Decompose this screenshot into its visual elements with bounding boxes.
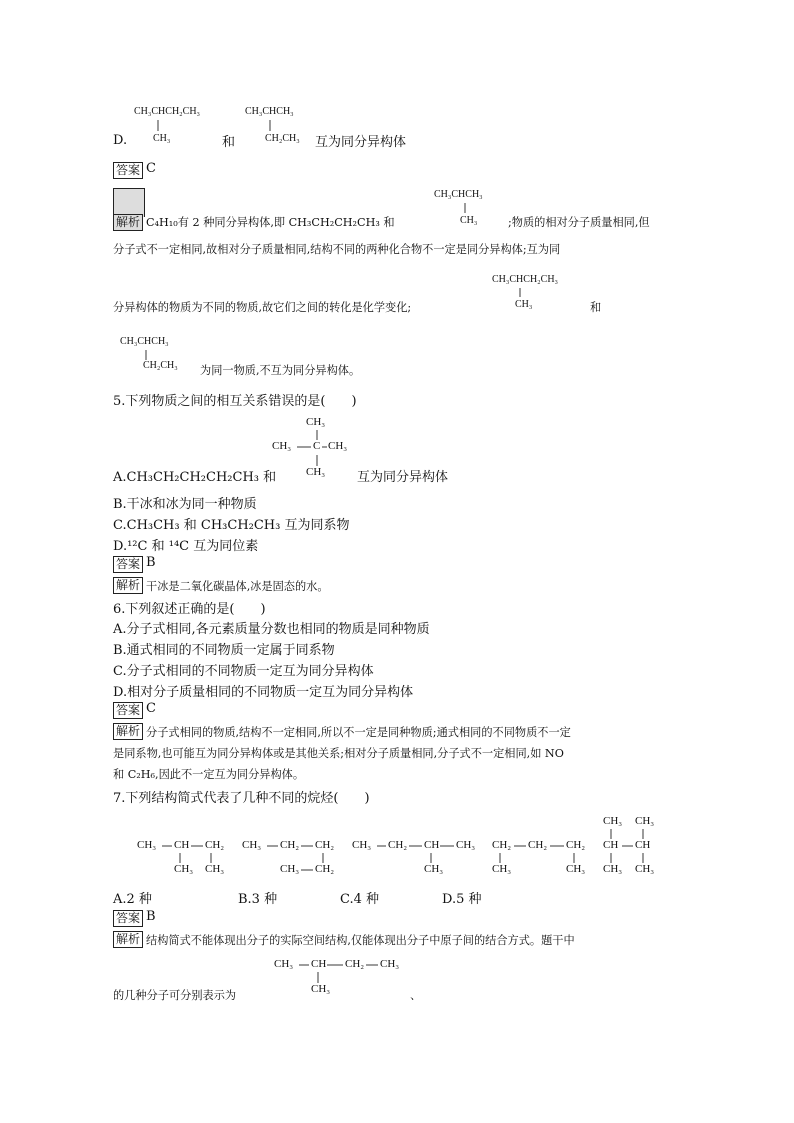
q7-s4-c: CH₂ — [566, 839, 586, 851]
q7-expl-formula-e: CH₃ — [311, 983, 331, 995]
q7-expl-line2-tail: 、 — [410, 989, 422, 1002]
analysis-tag: 解析 — [113, 214, 143, 231]
q7-expl-line2: 的几种分子可分别表示为 — [113, 989, 237, 1002]
q5-neo-left: CH₃ — [272, 440, 292, 452]
q7-s3-c: CH — [424, 839, 440, 851]
d-right-formula-top: CH₃CHCH₃ — [245, 106, 294, 117]
q7-stem: 7.下列结构简式代表了几种不同的烷烃( ) — [113, 791, 370, 806]
q7-s2-c: CH₂ — [315, 839, 335, 851]
analysis-tag-shade — [113, 188, 145, 217]
q4-expl-line4-tail: 为同一物质,不互为同分异构体。 — [200, 364, 361, 377]
q5-stem: 5.下列物质之间的相互关系错误的是( ) — [113, 394, 357, 409]
analysis-tag: 解析 — [113, 931, 143, 948]
q6-expl-line1: 分子式相同的物质,结构不一定相同,所以不一定是同种物质;通式相同的不同物质不一定 — [146, 726, 571, 739]
q7-s2-b: CH₂ — [280, 839, 300, 851]
q4-expl-line1-head: C₄H₁₀有 2 种同分异构体,即 CH₃CH₂CH₂CH₃ 和 — [146, 216, 395, 229]
q4-expl-formula3-top: CH₃CHCH₃ — [120, 336, 169, 347]
q7-expl-formula-d: CH₃ — [380, 958, 400, 970]
q6-expl-line3: 和 C₂H₆,因此不一定互为同分异构体。 — [113, 768, 305, 781]
q4-expl-formula1-sub: CH₃ — [460, 215, 478, 226]
q7-option-a: A.2 种 — [113, 892, 152, 907]
q7-answer: B — [146, 909, 156, 924]
q4-expl-formula2-top: CH₃CHCH₂CH₃ — [492, 274, 559, 285]
q7-expl-line1: 结构简式不能体现出分子的实际空间结构,仅能体现出分子中原子间的结合方式。题干中 — [146, 934, 575, 947]
q7-option-b: B.3 种 — [238, 892, 278, 907]
q7-s3-b: CH₂ — [388, 839, 408, 851]
q7-s5-t1: CH₃ — [603, 815, 623, 827]
q7-s4-e: CH₃ — [566, 863, 586, 875]
q4-expl-line2: 分子式不一定相同,故相对分子质量相同,结构不同的两种化合物不一定是同分异构体;互为同 — [113, 243, 561, 256]
d-option-tail: 互为同分异构体 — [315, 135, 407, 150]
q7-s2-d: CH₃ — [280, 863, 300, 875]
q5-option-a-tail: 互为同分异构体 — [357, 470, 449, 485]
q7-s2-a: CH₃ — [242, 839, 262, 851]
q4-answer: C — [146, 161, 156, 176]
q5-answer: B — [146, 555, 156, 570]
q7-expl-formula-bonds — [0, 0, 1, 1]
d-right-formula-sub: CH₂CH₃ — [265, 133, 300, 144]
answer-tag: 答案 — [113, 556, 143, 573]
q5-neo-c: C — [313, 440, 321, 452]
analysis-tag: 解析 — [113, 723, 143, 740]
q7-s3-e: CH₃ — [424, 863, 444, 875]
q5-neo-bottom: CH₃ — [306, 466, 326, 478]
q6-answer: C — [146, 701, 156, 716]
d-option-label: D. — [113, 133, 128, 148]
q7-s1-b: CH — [174, 839, 190, 851]
q7-s4-d: CH₃ — [492, 863, 512, 875]
q6-expl-line2: 是同系物,也可能互为同分异构体或是其他关系;相对分子质量相同,分子式不一定相同,如 NO — [113, 747, 564, 760]
q7-s5-a: CH — [603, 839, 619, 851]
q6-stem: 6.下列叙述正确的是( ) — [113, 602, 266, 617]
q7-option-d: D.5 种 — [442, 892, 482, 907]
q5-option-c: C.CH₃CH₃ 和 CH₃CH₂CH₃ 互为同系物 — [113, 518, 350, 533]
q7-s3-a: CH₃ — [352, 839, 372, 851]
q7-s1-e: CH₃ — [205, 863, 225, 875]
analysis-tag: 解析 — [113, 577, 143, 594]
q4-expl-line3-and: 和 — [590, 301, 602, 314]
q5-option-b: B.干冰和冰为同一种物质 — [113, 497, 257, 512]
q4-expl-formula1-top: CH₃CHCH₃ — [434, 189, 483, 200]
q5-option-d: D.¹²C 和 ¹⁴C 互为同位素 — [113, 539, 259, 554]
q7-s5-t2: CH₃ — [635, 815, 655, 827]
q5-option-a-head: A.CH₃CH₂CH₂CH₂CH₃ 和 — [113, 470, 277, 485]
q7-s1-c: CH₂ — [205, 839, 225, 851]
q7-s4-b: CH₂ — [528, 839, 548, 851]
answer-tag: 答案 — [113, 162, 143, 179]
q7-s2-e: CH₂ — [315, 863, 335, 875]
q7-expl-formula-b: CH — [311, 958, 327, 970]
q7-s1-a: CH₃ — [137, 839, 157, 851]
q4-expl-formula2-sub: CH₃ — [515, 299, 533, 310]
q7-s1-d: CH₃ — [174, 863, 194, 875]
q7-option-c: C.4 种 — [340, 892, 380, 907]
q6-option-c: C.分子式相同的不同物质一定互为同分异构体 — [113, 664, 374, 679]
answer-tag: 答案 — [113, 910, 143, 927]
d-left-formula-top: CH₃CHCH₂CH₃ — [134, 106, 201, 117]
q6-option-a: A.分子式相同,各元素质量分数也相同的物质是同种物质 — [113, 622, 430, 637]
answer-tag: 答案 — [113, 702, 143, 719]
q7-expl-formula-c: CH₂ — [345, 958, 365, 970]
q5-neo-top: CH₃ — [306, 416, 326, 428]
q7-s5-b: CH — [635, 839, 651, 851]
q4-expl-formula3-sub: CH₂CH₃ — [143, 360, 178, 371]
d-left-formula-sub: CH₃ — [153, 133, 171, 144]
q7-expl-formula-a: CH₃ — [274, 958, 294, 970]
q4-expl-line1-tail: ;物质的相对分子质量相同,但 — [508, 216, 650, 229]
q5-neo-right: CH₃ — [328, 440, 348, 452]
q7-s5-d: CH₃ — [603, 863, 623, 875]
d-option-and: 和 — [222, 135, 236, 150]
q5-analysis: 干冰是二氧化碳晶体,冰是固态的水。 — [146, 580, 329, 593]
q6-option-d: D.相对分子质量相同的不同物质一定互为同分异构体 — [113, 685, 414, 700]
q7-s4-a: CH₂ — [492, 839, 512, 851]
q4-expl-line3-head: 分异构体的物质为不同的物质,故它们之间的转化是化学变化; — [113, 301, 412, 314]
q7-s3-d: CH₃ — [456, 839, 476, 851]
q7-s5-e: CH₃ — [635, 863, 655, 875]
q6-option-b: B.通式相同的不同物质一定属于同系物 — [113, 643, 335, 658]
